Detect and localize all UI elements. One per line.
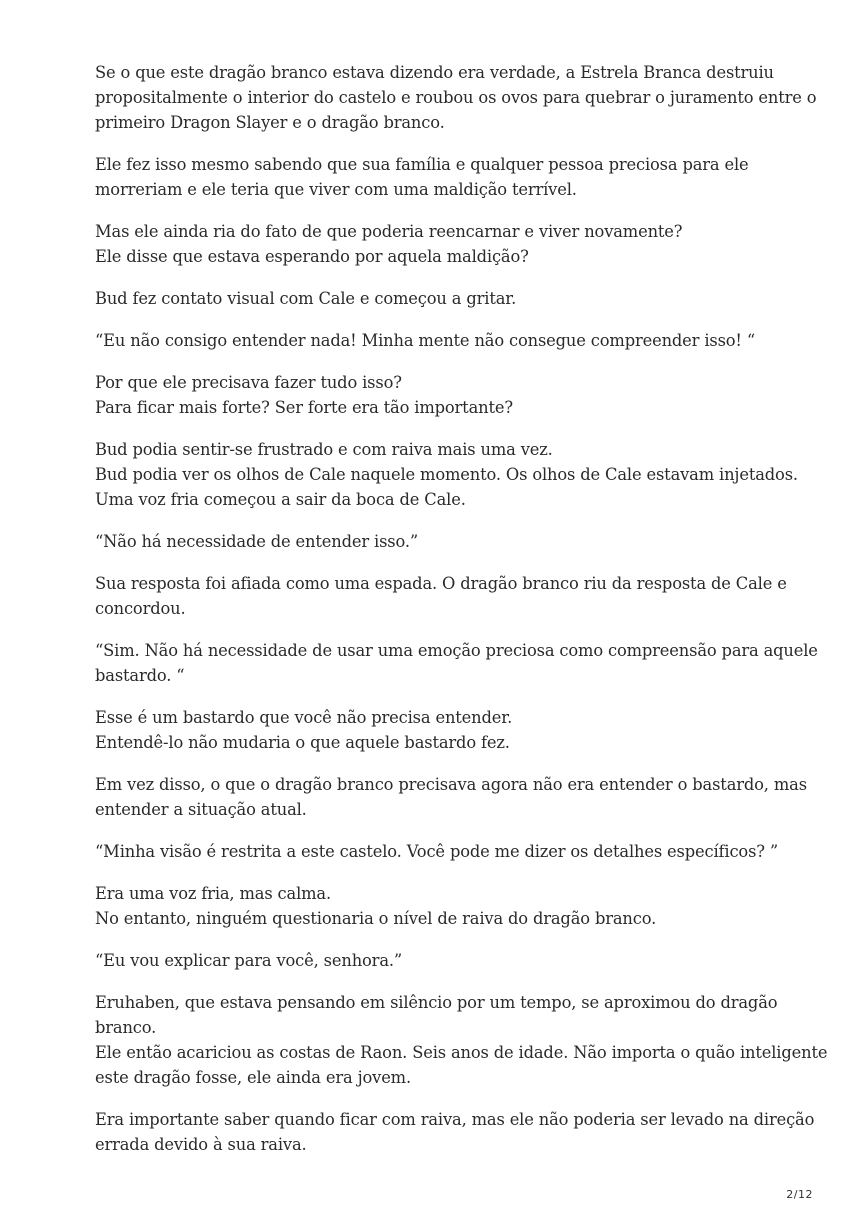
text-line: Bud podia ver os olhos de Cale naquele momento. Os olhos de Cale estavam injetados.: [95, 465, 798, 484]
paragraph: [95, 948, 795, 973]
text-line: Bud fez contato visual com Cale e começou a gritar.: [95, 289, 517, 308]
paragraph: [95, 437, 798, 512]
paragraph: [95, 529, 795, 554]
text-line: “Sim. Não há necessidade de usar uma emoção preciosa como compreensão para aquele: [95, 641, 818, 660]
text-line: Era uma voz fria, mas calma.: [95, 884, 332, 903]
text-line: “Eu não consigo entender nada! Minha mente não consegue compreender isso! “: [95, 331, 756, 350]
text-line: entender a situação atual.: [95, 800, 307, 819]
text-line: Esse é um bastardo que você não precisa entender.: [95, 708, 513, 727]
page-number: 2/12: [786, 1188, 813, 1201]
paragraph: [95, 1107, 815, 1157]
paragraph: [95, 839, 795, 864]
text-line: Ele disse que estava esperando por aquela maldição?: [95, 247, 529, 266]
paragraph: [95, 881, 795, 931]
text-line: Uma voz fria começou a sair da boca de Cale.: [95, 490, 466, 509]
document-body: [95, 60, 828, 1174]
paragraph: [95, 152, 795, 202]
text-line: Em vez disso, o que o dragão branco precisava agora não era entender o bastardo, mas: [95, 775, 807, 794]
text-line: errada devido à sua raiva.: [95, 1135, 307, 1154]
text-line: “Minha visão é restrita a este castelo. Você pode me dizer os detalhes específicos? ”: [95, 842, 779, 861]
text-line: branco.: [95, 1018, 157, 1037]
text-line: Era importante saber quando ficar com raiva, mas ele não poderia ser levado na direção: [95, 1110, 815, 1129]
text-line: este dragão fosse, ele ainda era jovem.: [95, 1068, 411, 1087]
text-line: Entendê-lo não mudaria o que aquele bastardo fez.: [95, 733, 510, 752]
paragraph: [95, 328, 795, 353]
paragraph: [95, 705, 795, 755]
text-line: Sua resposta foi afiada como uma espada. O dragão branco riu da resposta de Cale e: [95, 574, 787, 593]
text-line: No entanto, ninguém questionaria o nível de raiva do dragão branco.: [95, 909, 657, 928]
text-line: Se o que este dragão branco estava dizendo era verdade, a Estrela Branca destruiu: [95, 63, 774, 82]
paragraph: [95, 370, 795, 420]
text-line: concordou.: [95, 599, 186, 618]
paragraph: [95, 571, 795, 621]
text-line: Eruhaben, que estava pensando em silêncio por um tempo, se aproximou do dragão: [95, 993, 778, 1012]
paragraph: [95, 772, 807, 822]
paragraph: [95, 219, 795, 269]
text-line: Ele então acariciou as costas de Raon. Seis anos de idade. Não importa o quão inteligente: [95, 1043, 828, 1062]
text-line: “Eu vou explicar para você, senhora.”: [95, 951, 403, 970]
text-line: Bud podia sentir-se frustrado e com raiva mais uma vez.: [95, 440, 553, 459]
text-line: Ele fez isso mesmo sabendo que sua família e qualquer pessoa preciosa para ele: [95, 155, 749, 174]
text-line: morreriam e ele teria que viver com uma maldição terrível.: [95, 180, 577, 199]
paragraph: [95, 990, 828, 1090]
text-line: Para ficar mais forte? Ser forte era tão importante?: [95, 398, 513, 417]
text-line: “Não há necessidade de entender isso.”: [95, 532, 419, 551]
text-line: primeiro Dragon Slayer e o dragão branco.: [95, 113, 445, 132]
paragraph: [95, 638, 818, 688]
paragraph: [95, 60, 817, 135]
text-line: propositalmente o interior do castelo e roubou os ovos para quebrar o juramento entre o: [95, 88, 817, 107]
paragraph: [95, 286, 795, 311]
text-line: bastardo. “: [95, 666, 185, 685]
text-line: Mas ele ainda ria do fato de que poderia reencarnar e viver novamente?: [95, 222, 683, 241]
text-line: Por que ele precisava fazer tudo isso?: [95, 373, 402, 392]
